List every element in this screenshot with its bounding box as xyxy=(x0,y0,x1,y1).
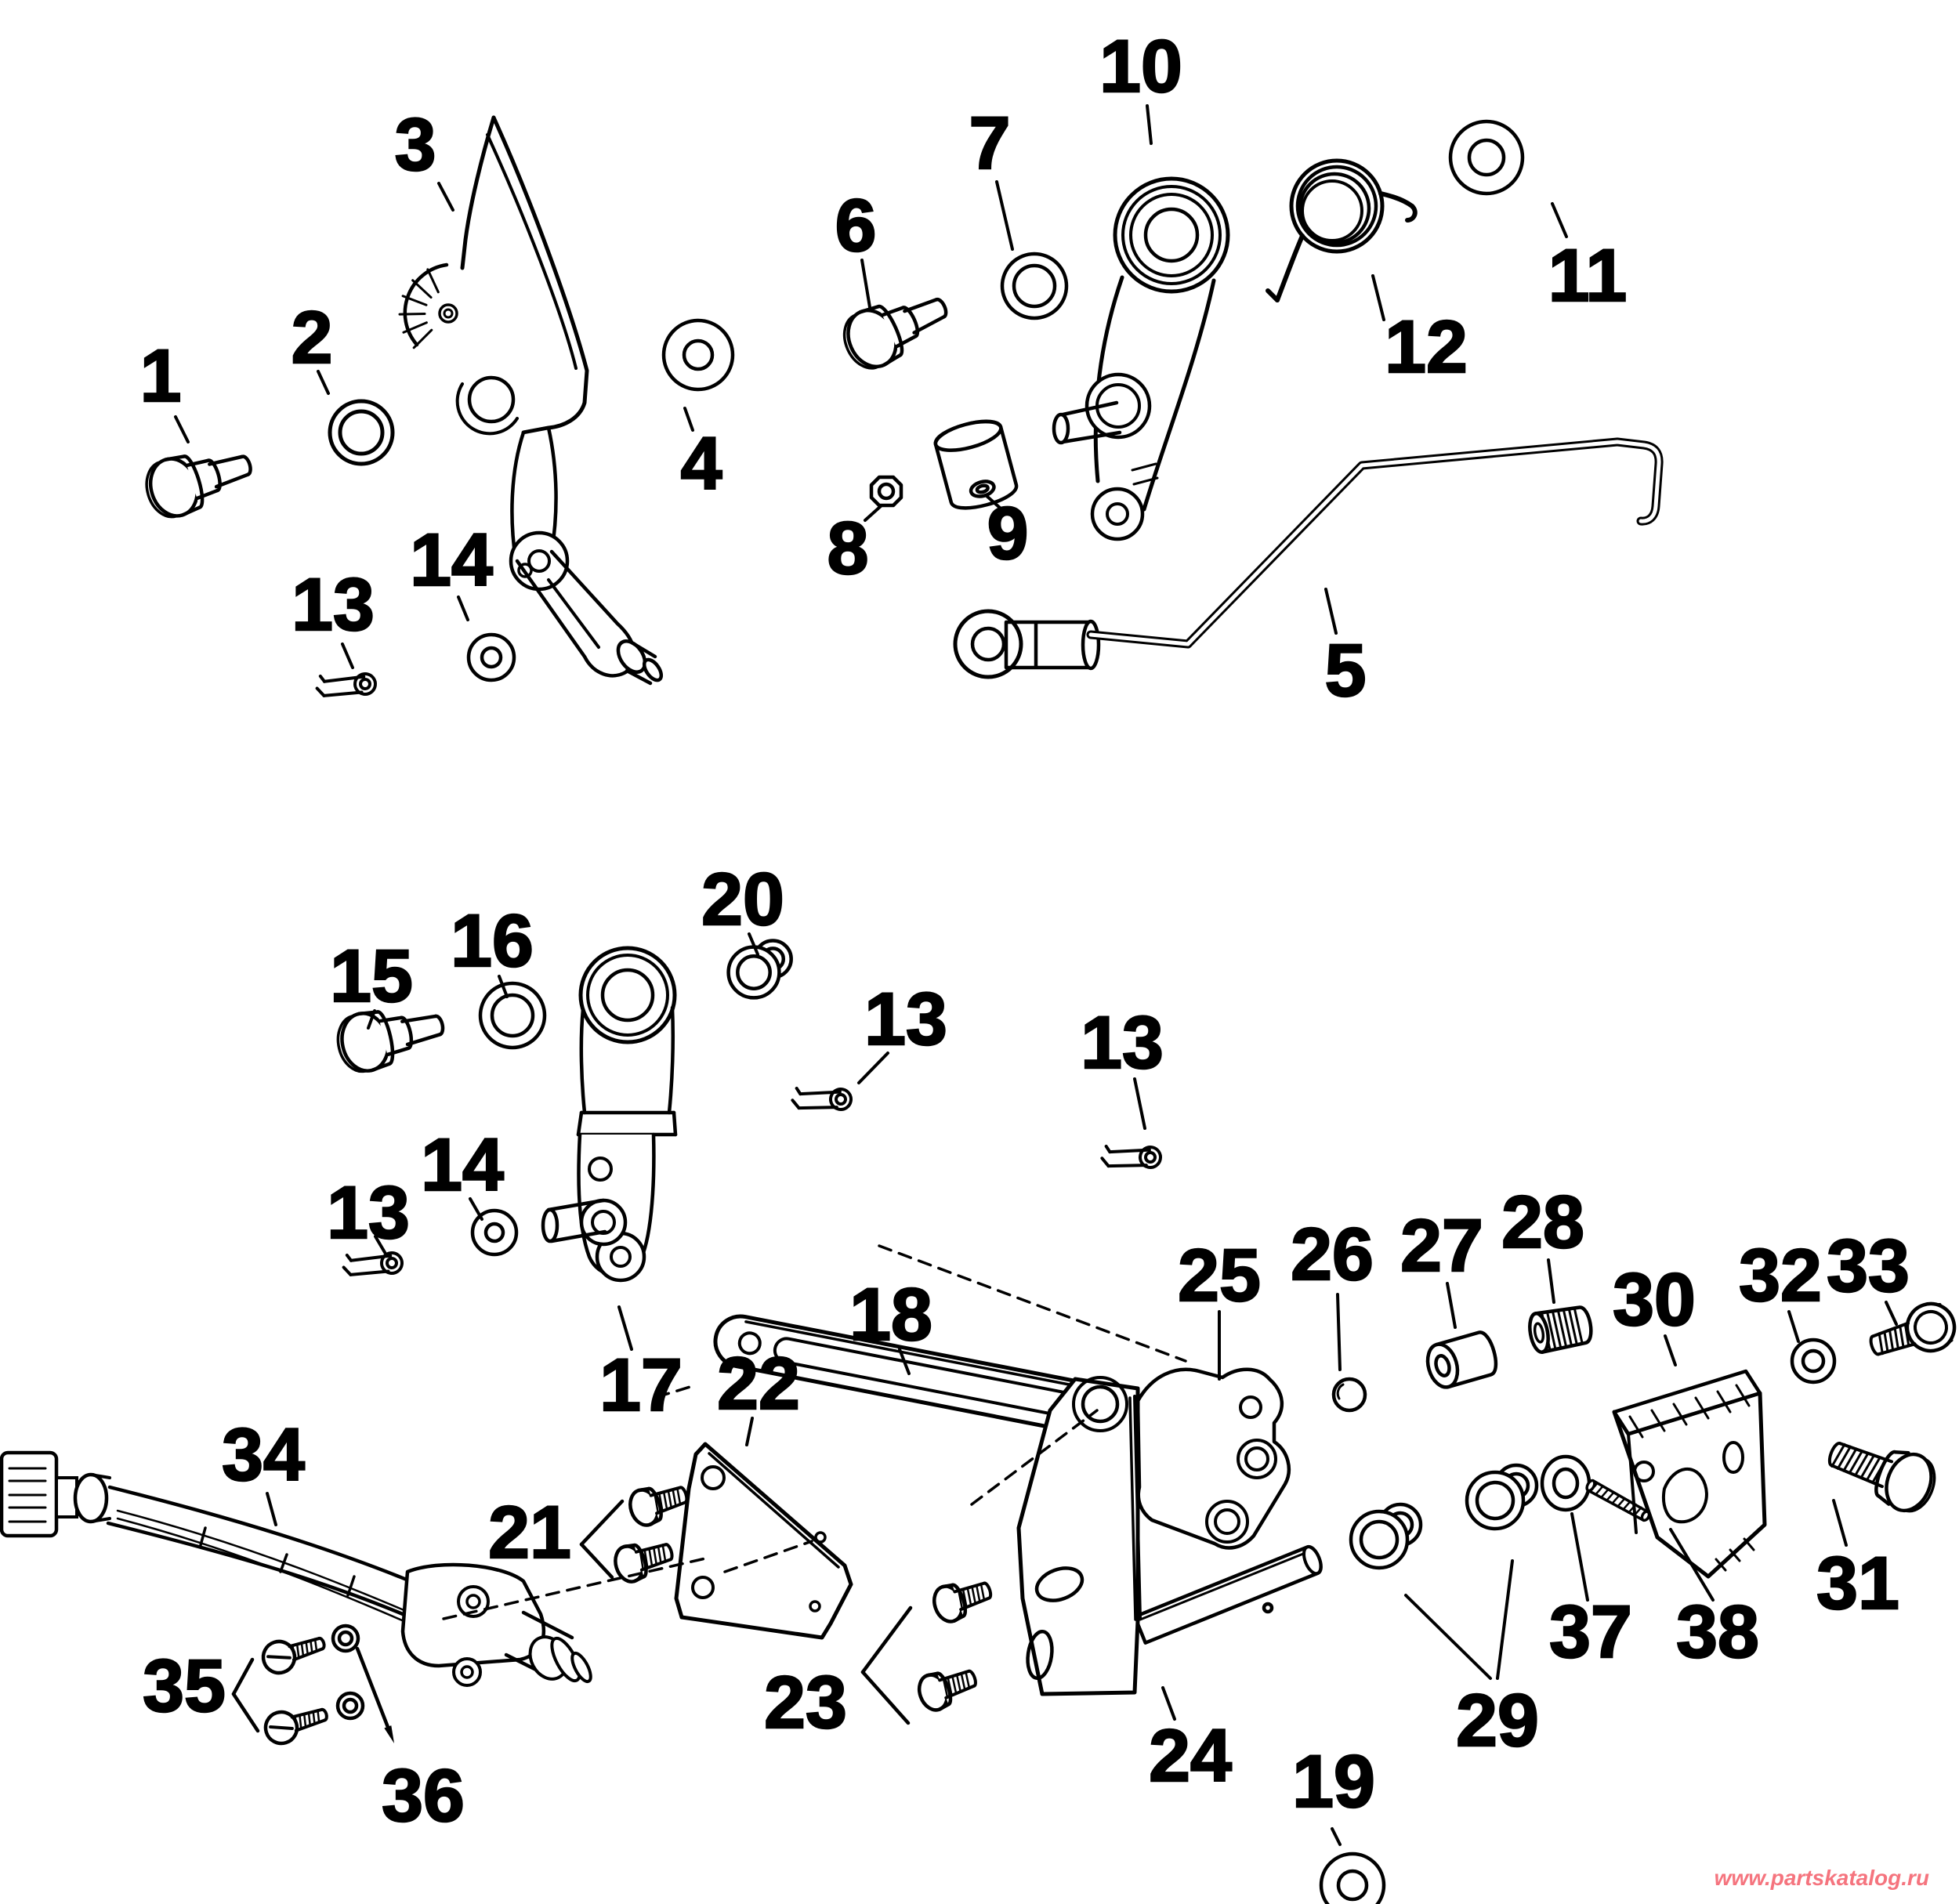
bracket-plate-22 xyxy=(676,1444,851,1638)
part-label-27: 27 xyxy=(1400,1204,1483,1287)
washer-36b xyxy=(338,1693,363,1718)
washer-7 xyxy=(1002,254,1066,318)
cotter-pin-13a xyxy=(317,668,377,703)
part-label-10: 10 xyxy=(1099,25,1182,108)
callout-35-bracket xyxy=(234,1660,258,1731)
mount-block-30 xyxy=(1614,1371,1765,1576)
lever-bracket-24-25 xyxy=(1019,1370,1324,1694)
part-label-36: 36 xyxy=(382,1754,465,1837)
part-label-22: 22 xyxy=(717,1342,800,1425)
bushing-20 xyxy=(729,941,791,998)
part-label-32: 32 xyxy=(1739,1234,1822,1317)
part-label-13: 13 xyxy=(327,1171,410,1254)
bushing-27 xyxy=(1423,1330,1500,1391)
part-label-11: 11 xyxy=(1548,234,1628,317)
cotter-pin-13b xyxy=(791,1080,853,1118)
part-label-8: 8 xyxy=(827,507,869,590)
part-label-16: 16 xyxy=(451,900,534,983)
part-label-34: 34 xyxy=(222,1414,305,1497)
part-label-35: 35 xyxy=(143,1645,226,1728)
part-label-21: 21 xyxy=(488,1491,571,1574)
part-label-14: 14 xyxy=(421,1124,504,1207)
nut-8 xyxy=(871,477,901,505)
cotter-pin-13c xyxy=(1101,1138,1163,1176)
part-label-14: 14 xyxy=(410,519,493,602)
washer-37 xyxy=(1542,1457,1589,1510)
part-label-19: 19 xyxy=(1292,1740,1375,1823)
part-label-24: 24 xyxy=(1149,1714,1232,1797)
part-label-29: 29 xyxy=(1456,1679,1539,1762)
part-label-37: 37 xyxy=(1549,1591,1632,1674)
bolt-21a xyxy=(626,1477,692,1529)
part-label-5: 5 xyxy=(1324,629,1367,712)
bolt-23b xyxy=(914,1660,980,1714)
screw-35a xyxy=(259,1627,328,1677)
threaded-plug-28 xyxy=(1527,1305,1594,1354)
washer-11 xyxy=(1450,121,1523,194)
watermark-text: www.partskatalog.ru xyxy=(1714,1866,1929,1890)
part-label-25: 25 xyxy=(1178,1234,1261,1317)
part-label-38: 38 xyxy=(1676,1591,1759,1674)
part-label-13: 13 xyxy=(864,978,947,1061)
torsion-spring-12 xyxy=(1268,161,1415,300)
bolt-6 xyxy=(836,280,957,376)
part-label-31: 31 xyxy=(1816,1542,1899,1625)
part-label-28: 28 xyxy=(1501,1181,1584,1264)
part-label-1: 1 xyxy=(139,335,182,418)
callout-23-bracket xyxy=(863,1608,911,1723)
part-label-15: 15 xyxy=(330,935,413,1018)
part-label-6: 6 xyxy=(835,184,877,267)
watermark xyxy=(1715,1866,1929,1890)
part-label-4: 4 xyxy=(680,422,722,505)
screw-35b xyxy=(262,1699,331,1747)
part-label-13: 13 xyxy=(291,563,375,646)
part-label-30: 30 xyxy=(1613,1258,1696,1341)
bolt-31 xyxy=(1821,1425,1943,1518)
washer-32 xyxy=(1792,1340,1834,1382)
callout-36-arrow xyxy=(357,1649,394,1743)
shift-link-17 xyxy=(543,948,675,1280)
lever-bracket-24-25-rod xyxy=(1135,1544,1324,1643)
washer-16 xyxy=(480,983,545,1048)
part-label-33: 33 xyxy=(1827,1225,1910,1308)
part-label-23: 23 xyxy=(764,1661,847,1744)
bushing-29b xyxy=(1467,1465,1537,1529)
washer-36a xyxy=(333,1626,358,1651)
part-label-20: 20 xyxy=(701,858,784,941)
washer-4 xyxy=(664,320,733,389)
part-label-7: 7 xyxy=(969,102,1011,185)
rod-24-hole xyxy=(1264,1604,1272,1612)
detent-ball-26 xyxy=(1334,1379,1365,1410)
part-label-12: 12 xyxy=(1385,306,1468,389)
part-label-18: 18 xyxy=(849,1273,932,1356)
shift-lever-10 xyxy=(1054,179,1228,539)
part-label-26: 26 xyxy=(1291,1213,1374,1296)
bolt-1 xyxy=(139,436,258,523)
washer-14a xyxy=(469,635,514,680)
washer-19 xyxy=(1321,1854,1384,1904)
o-ring-2 xyxy=(330,401,393,464)
part-label-2: 2 xyxy=(291,296,333,379)
bolt-23a xyxy=(929,1573,995,1625)
link-rod-5 xyxy=(955,442,1659,677)
part-label-13: 13 xyxy=(1081,1001,1164,1084)
bolt-33 xyxy=(1865,1298,1959,1369)
part-label-3: 3 xyxy=(394,103,436,186)
bushing-29a xyxy=(1351,1504,1421,1568)
part-label-17: 17 xyxy=(599,1344,683,1427)
part-label-9: 9 xyxy=(987,492,1029,575)
